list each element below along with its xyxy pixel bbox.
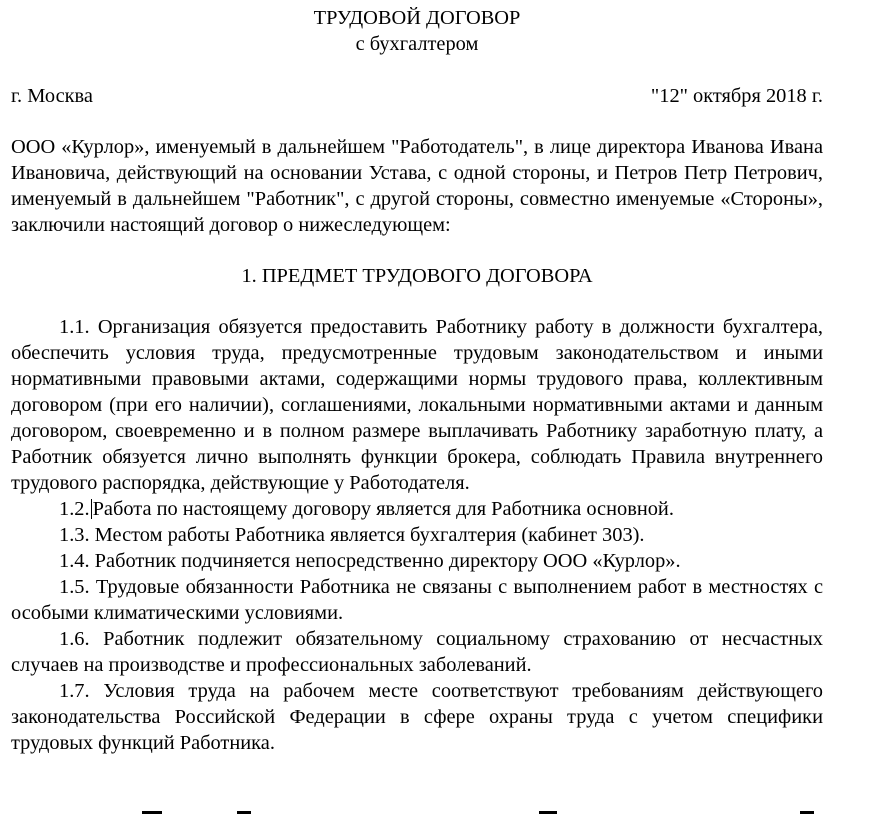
clause-1-6: 1.6. Работник подлежит обязательному социальному страхованию от несчастных случаев на производстве и профессиональных заболеваний. [11, 628, 823, 676]
preamble-paragraph: ООО «Курлор», именуемый в дальнейшем "Работодатель", в лице директора Иванова Ивана Ивановича, действующий на основании Устава, с одной стороны, и Петров Петр Петрович, именуемый в дальнейшем "Работник", с другой стороны, совместно именуемые «Стороны», заключили настоящий договор о нижеследующем: [11, 136, 823, 236]
clause-1-5: 1.5. Трудовые обязанности Работника не связаны с выполнением работ в местностях с особыми климатическими условиями. [11, 576, 823, 624]
place-date-line [11, 83, 823, 109]
clause-1-4: 1.4. Работник подчиняется непосредственно директору ООО «Курлор». [59, 550, 681, 572]
clipped-next-line [11, 811, 823, 817]
city: г. Москва [11, 85, 93, 107]
text-cursor [91, 499, 92, 519]
clause-1-2-number: 1.2. [59, 498, 90, 520]
clause-1-2-text: Работа по настоящему договору является для Работника основной. [92, 498, 674, 520]
clause-1-7: 1.7. Условия труда на рабочем месте соответствуют требованиям действующего законодательства Российской Федерации в сфере охраны труда с учетом специфики трудовых функций Работника. [11, 680, 823, 754]
clause-1-1: 1.1. Организация обязуется предоставить Работнику работу в должности бухгалтера, обеспечить условия труда, предусмотренные трудовым законодательством и иными нормативными правовыми актами, содержащими нормы трудового права, коллективным договором (при его наличии), соглашениями, локальными нормативными актами и данным договором, своевременно и в полном размере выплачивать Работнику заработную плату, а Работник обязуется лично выполнять функции брокера, соблюдать Правила внутреннего трудового распорядка, действующие у Работодателя. [11, 316, 823, 494]
document-title: ТРУДОВОЙ ДОГОВОР [313, 7, 521, 29]
contract-date: "12" октября 2018 г. [650, 85, 823, 107]
section-heading: 1. ПРЕДМЕТ ТРУДОВОГО ДОГОВОРА [241, 265, 593, 287]
clipped-glyph [539, 811, 557, 814]
document-subtitle: с бухгалтером [355, 33, 479, 55]
clipped-glyph [142, 811, 162, 814]
clause-1-3: 1.3. Местом работы Работника является бухгалтерия (кабинет 303). [59, 524, 645, 546]
clipped-glyph [800, 811, 814, 814]
clipped-glyph [237, 811, 251, 814]
document-page [11, 5, 823, 756]
clause-1-2 [11, 496, 823, 522]
